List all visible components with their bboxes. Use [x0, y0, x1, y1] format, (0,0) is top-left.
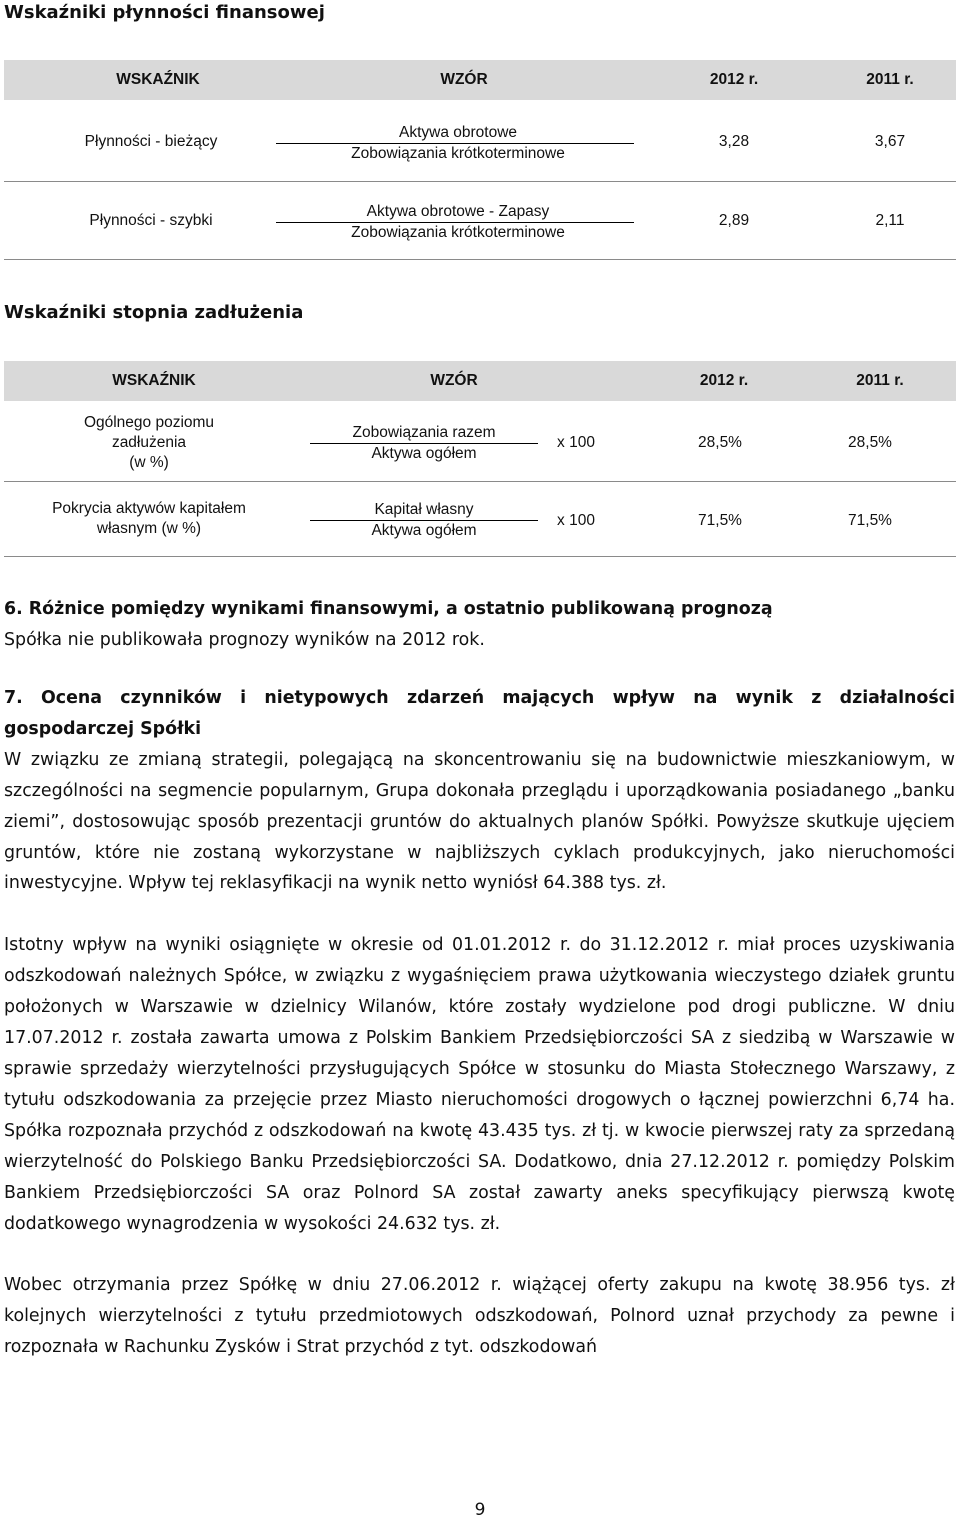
debt-table	[4, 361, 956, 557]
indicator-name-line: Ogólnego poziomu	[83, 414, 215, 431]
debt-table-header	[4, 361, 956, 401]
indicator-name-line: (w %)	[129, 454, 169, 471]
indicator-name-line: Pokrycia aktywów kapitałem	[52, 500, 246, 517]
formula-denominator: Zobowiązania krótkoterminowe	[351, 145, 565, 162]
header-formula: WZÓR	[440, 71, 488, 88]
formula-multiplier: x 100	[557, 434, 595, 451]
indicator-name-line: własnym (w %)	[96, 520, 202, 537]
indicator-name: Płynności - bieżący	[84, 133, 218, 150]
liquidity-section-title: Wskaźniki płynności finansowej	[4, 2, 325, 23]
section-7-heading: 7. Ocena czynników i nietypowych zdarzeń mających wpływ na wynik z działalności gospodarczej Spółki	[4, 688, 955, 739]
header-2012: 2012 r.	[709, 71, 759, 88]
formula-numerator: Kapitał własny	[374, 501, 474, 518]
formula-denominator: Aktywa ogółem	[371, 522, 477, 539]
section-6-text: Spółka nie publikowała prognozy wyników na 2012 rok.	[4, 629, 485, 650]
row-divider	[4, 556, 956, 557]
section-7	[4, 683, 955, 1363]
value-2012: 3,28	[718, 133, 750, 150]
indicator-name-line: zadłużenia	[111, 434, 187, 451]
header-2012: 2012 r.	[699, 372, 749, 389]
header-2011: 2011 r.	[866, 71, 914, 88]
section-6	[4, 594, 955, 656]
row-divider	[4, 181, 956, 182]
value-2011: 2,11	[875, 212, 905, 229]
row-divider	[4, 481, 956, 482]
page-number: 9	[474, 1500, 486, 1520]
liquidity-table-header	[4, 60, 956, 100]
value-2012: 28,5%	[698, 434, 742, 451]
formula-denominator: Aktywa ogółem	[371, 445, 477, 462]
debt-section-title: Wskaźniki stopnia zadłużenia	[4, 302, 304, 323]
row-divider	[4, 259, 956, 260]
formula-numerator: Aktywa obrotowe	[398, 124, 518, 141]
section-7-paragraph: W związku ze zmianą strategii, polegającą na skoncentrowaniu się na budownictwie mieszkaniowym, w szczególności na segmencie popularnym, Grupa dokonała przeglądu i uporządkowania posiadanego „banku ziemi”, dostosowując sposób prezentacji gruntów do aktualnych planów Spółki. Powyższe skutkuje ujęciem gruntów, które nie zostaną wykorzystane w najbliższych cyklach produkcyjnych, jako nieruchomości inwestycyjne. Wpływ tej reklasyfikacji na wynik netto wyniósł 64.388 tys. zł.	[4, 749, 955, 894]
value-2011: 71,5%	[848, 512, 892, 529]
formula-multiplier: x 100	[557, 512, 595, 529]
value-2012: 2,89	[718, 212, 750, 229]
section-7-paragraph: Wobec otrzymania przez Spółkę w dniu 27.06.2012 r. wiążącej oferty zakupu na kwotę 38.956 tys. zł kolejnych wierzytelności z tytułu przedmiotowych odszkodowań, Polnord uznał przychody za pewne i rozpoznała w Rachunku Zysków i Strat przychód z tyt. odszkodowań	[4, 1275, 955, 1358]
value-2012: 71,5%	[698, 512, 742, 529]
section-7-heading-block	[4, 683, 955, 899]
formula-denominator: Zobowiązania krótkoterminowe	[351, 224, 565, 241]
formula-numerator: Zobowiązania razem	[352, 424, 496, 441]
formula-numerator: Aktywa obrotowe - Zapasy	[366, 203, 550, 220]
indicator-name: Płynności - szybki	[89, 212, 213, 229]
header-2011: 2011 r.	[856, 372, 904, 389]
liquidity-table	[4, 60, 956, 260]
section-7-paragraph: Istotny wpływ na wyniki osiągnięte w okresie od 01.01.2012 r. do 31.12.2012 r. miał proces uzyskiwania odszkodowań należnych Spółce, w związku z wygaśnięciem prawa użytkowania wieczystego działek gruntu położonych w Warszawie w dzielnicy Wilanów, które zostały wydzielone pod drogi publiczne. W dniu 17.07.2012 r. została zawarta umowa z Polskim Bankiem Przedsiębiorczości SA z siedzibą w Warszawie w sprawie sprzedaży wierzytelności przysługujących Spółce w stosunku do Miasta Stołecznego Warszawy, z tytułu odszkodowania za przejęcie przez Miasto nieruchomości drogowych o łącznej powierzchni 6,74 ha. Spółka rozpoznała przychód z odszkodowań na kwotę 43.435 tys. zł tj. w kwocie pierwszej raty za sprzedaną wierzytelność do Polskiego Banku Przedsiębiorczości SA. Dodatkowo, dnia 27.12.2012 r. pomiędzy Polskim Bankiem Przedsiębiorczości SA oraz Polnord SA został zawarty aneks specyfikujący pierwszą kwotę dodatkowego wynagrodzenia w wysokości 24.632 tys. zł.	[4, 935, 955, 1234]
header-indicator: WSKAŹNIK	[112, 372, 196, 389]
value-2011: 3,67	[874, 133, 906, 150]
header-indicator: WSKAŹNIK	[116, 71, 200, 88]
header-formula: WZÓR	[430, 372, 478, 389]
value-2011: 28,5%	[848, 434, 892, 451]
section-6-heading: 6. Różnice pomiędzy wynikami finansowymi, a ostatnio publikowaną prognozą	[4, 599, 773, 619]
